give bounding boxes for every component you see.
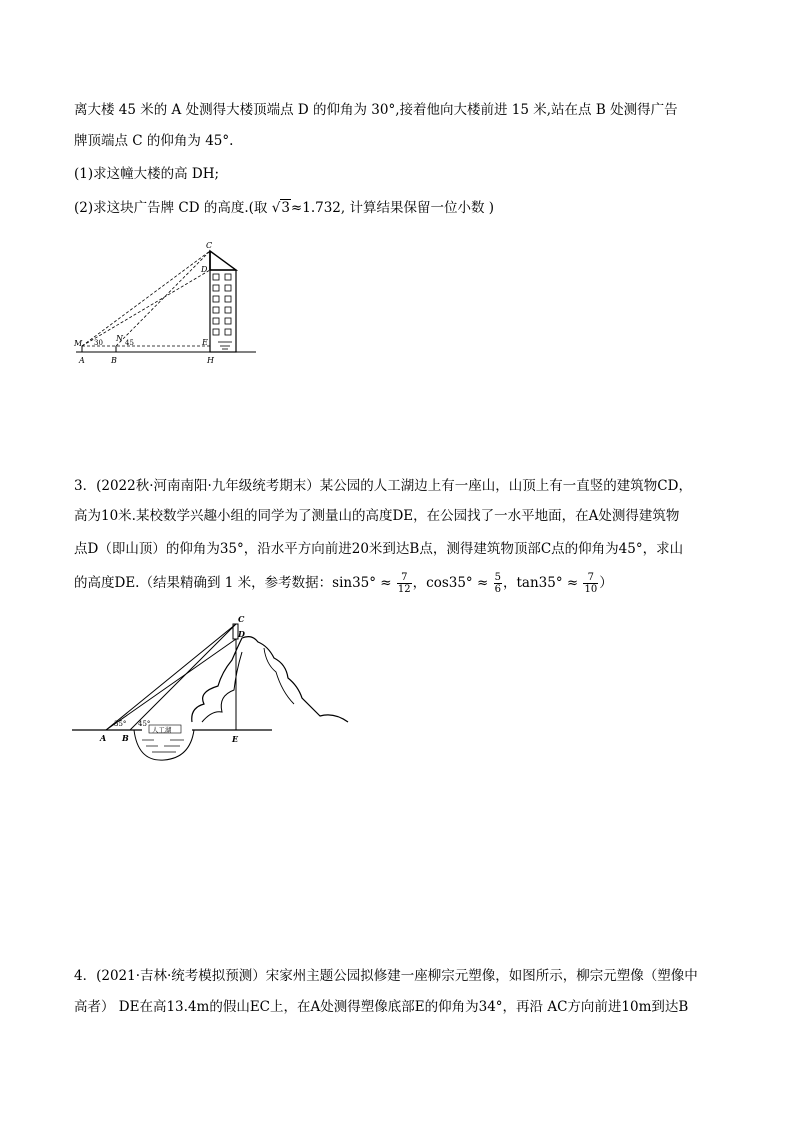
label-angle-45: 45	[125, 339, 134, 347]
problem3-line2: 高为10米.某校数学兴趣小组的同学为了测量山的高度DE，在公园找了一水平地面，在A处测得建筑物	[74, 508, 680, 524]
problem3-line1: 3．(2022秋·河南南阳·九年级统考期末）某公园的人工湖边上有一座山，山顶上有一直竖的建筑物CD，	[74, 478, 692, 494]
cos-fraction: $\frac{5}{6}$	[494, 572, 501, 595]
mountain-ridge-2	[264, 648, 294, 704]
building-door	[218, 342, 232, 349]
label-c: C	[238, 614, 245, 624]
label-n: N	[116, 334, 123, 343]
problem3-line4: 的高度DE.（结果精确到 1 米，参考数据：sin35° ≈ $\frac{7}{12}$ ，cos35° ≈ $\frac{5}{6}$ ，tan35° ≈ $\frac{7}{10}$ ）	[74, 572, 613, 595]
q2-text-post: ≈1.732, 计算结果保留一位小数 )	[290, 200, 495, 216]
label-d: D	[238, 629, 245, 639]
label-angle-30: 30	[94, 339, 103, 347]
building	[210, 270, 236, 352]
problem2-question1: (1)求这幢大楼的高 DH;	[74, 166, 220, 182]
problem4-line2: 高者） DE在高13.4m的假山EC上，在A处测得塑像底部E的仰角为34°，再沿 AC方向前进10m到达B	[74, 999, 689, 1015]
problem4-line1: 4．(2021·吉林·统考模拟预测）宋家州主题公园拟修建一座柳宗元塑像，如图所示，柳宗元塑像（塑像中	[74, 968, 698, 984]
problem2-figure	[70, 238, 270, 370]
label-angle-45: 45°	[138, 720, 151, 728]
label-e: E	[202, 338, 208, 347]
lake	[134, 730, 194, 760]
sin-fraction: $\frac{7}{12}$	[397, 572, 411, 595]
sight-line-a-c	[106, 624, 236, 730]
sight-line-a-d	[106, 639, 236, 730]
label-m: M	[74, 339, 83, 348]
sight-line-n-c	[116, 251, 210, 346]
problem2-question2	[74, 198, 494, 218]
label-e: E	[232, 734, 239, 744]
sight-line-b-c	[130, 624, 236, 730]
problem3-line3: 点D（即山顶）的仰角为35°，沿水平方向前进20米到达B点，测得建筑物顶部C点的仰角为45°，求山	[74, 541, 684, 557]
billboard	[210, 251, 236, 270]
lake-waves	[142, 740, 184, 752]
label-a: A	[100, 733, 107, 743]
building-windows	[213, 274, 231, 335]
problem2-line1: 离大楼 45 米的 A 处测得大楼顶端点 D 的仰角为 30°,接着他向大楼前进 15 米,站在点 B 处测得广告	[74, 102, 678, 118]
label-b: B	[122, 733, 129, 743]
label-a: A	[79, 356, 85, 365]
problem3-figure	[72, 612, 362, 762]
label-h: H	[207, 356, 214, 365]
lake-label: 人工湖	[152, 726, 172, 734]
sight-line-m-d	[82, 270, 210, 346]
tan-fraction: $\frac{7}{10}$	[584, 572, 598, 595]
q2-text-pre: (2)求这块广告牌 CD 的高度.(取	[74, 200, 272, 216]
label-b: B	[111, 356, 117, 365]
problem2-line2: 牌顶端点 C 的仰角为 45°.	[74, 133, 234, 149]
label-angle-35: 35°	[114, 720, 127, 728]
sqrt3-expression: √3	[271, 200, 290, 216]
label-c: C	[206, 241, 213, 250]
sight-line-m-c	[82, 251, 210, 346]
mountain	[192, 637, 348, 722]
label-d: D	[201, 265, 208, 274]
